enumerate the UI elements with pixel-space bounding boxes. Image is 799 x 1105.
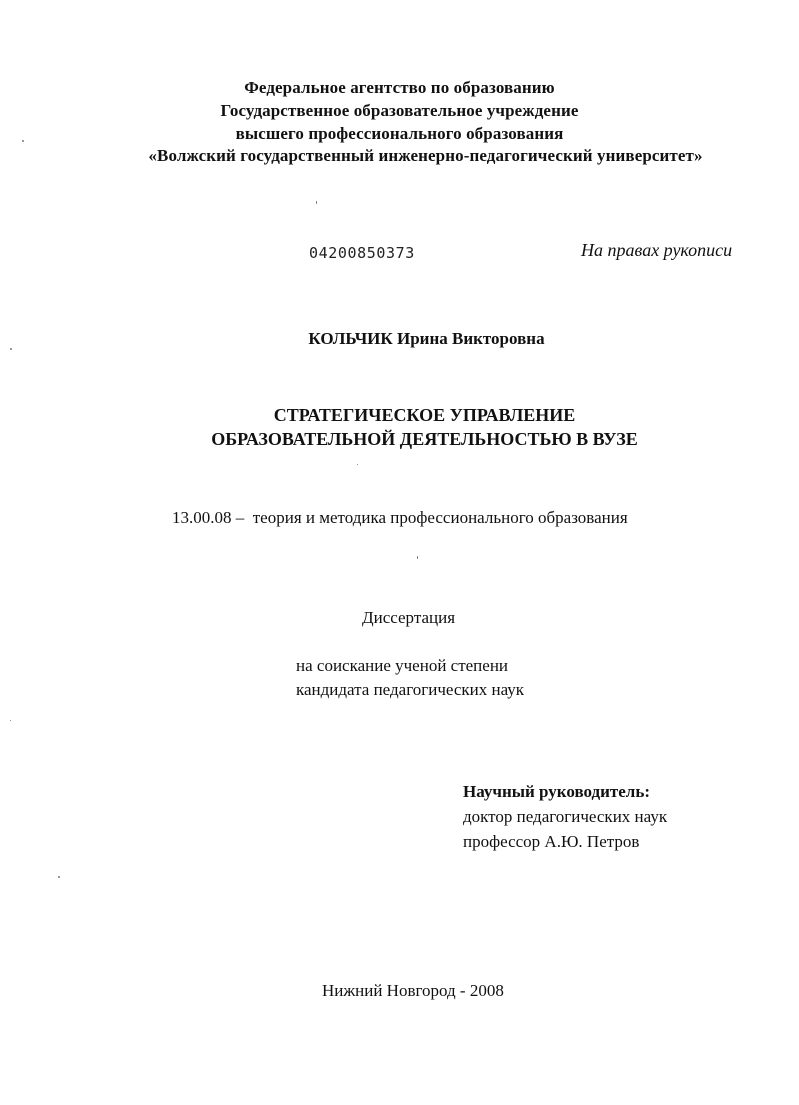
header-education-level: высшего профессионального образования: [235, 124, 564, 143]
header-institution-type: Государственное образовательное учреждение: [220, 101, 579, 120]
place-and-year: Нижний Новгород - 2008: [322, 981, 504, 1000]
scan-speck: [58, 876, 60, 878]
scan-speck: [10, 348, 12, 350]
header-agency: Федеральное агентство по образованию: [244, 78, 555, 97]
specialty-code: 13.00.08 –: [172, 508, 245, 527]
scan-speck: [417, 556, 418, 559]
supervisor-heading: Научный руководитель:: [463, 782, 650, 801]
registration-number: 04200850373: [309, 244, 415, 262]
scan-speck: [10, 720, 11, 721]
author-name: КОЛЬЧИК Ирина Викторовна: [308, 329, 545, 348]
manuscript-note: На правах рукописи: [581, 240, 733, 260]
specialty: [172, 508, 628, 528]
supervisor-name: профессор А.Ю. Петров: [463, 832, 640, 851]
header-university-name: «Волжский государственный инженерно-педагогический университет»: [148, 146, 703, 165]
dissertation-title-line-1: СТРАТЕГИЧЕСКОЕ УПРАВЛЕНИЕ: [273, 405, 576, 425]
scan-speck: [357, 464, 358, 465]
degree-line-2: кандидата педагогических наук: [296, 680, 525, 699]
document-type: Диссертация: [362, 608, 456, 627]
supervisor-degree: доктор педагогических наук: [463, 807, 668, 826]
scan-speck: [22, 140, 24, 142]
specialty-name: теория и методика профессионального образования: [252, 508, 628, 527]
dissertation-title-line-2: ОБРАЗОВАТЕЛЬНОЙ ДЕЯТЕЛЬНОСТЬЮ В ВУЗЕ: [211, 429, 638, 449]
degree-line-1: на соискание ученой степени: [296, 656, 509, 675]
scan-speck: [316, 201, 317, 204]
